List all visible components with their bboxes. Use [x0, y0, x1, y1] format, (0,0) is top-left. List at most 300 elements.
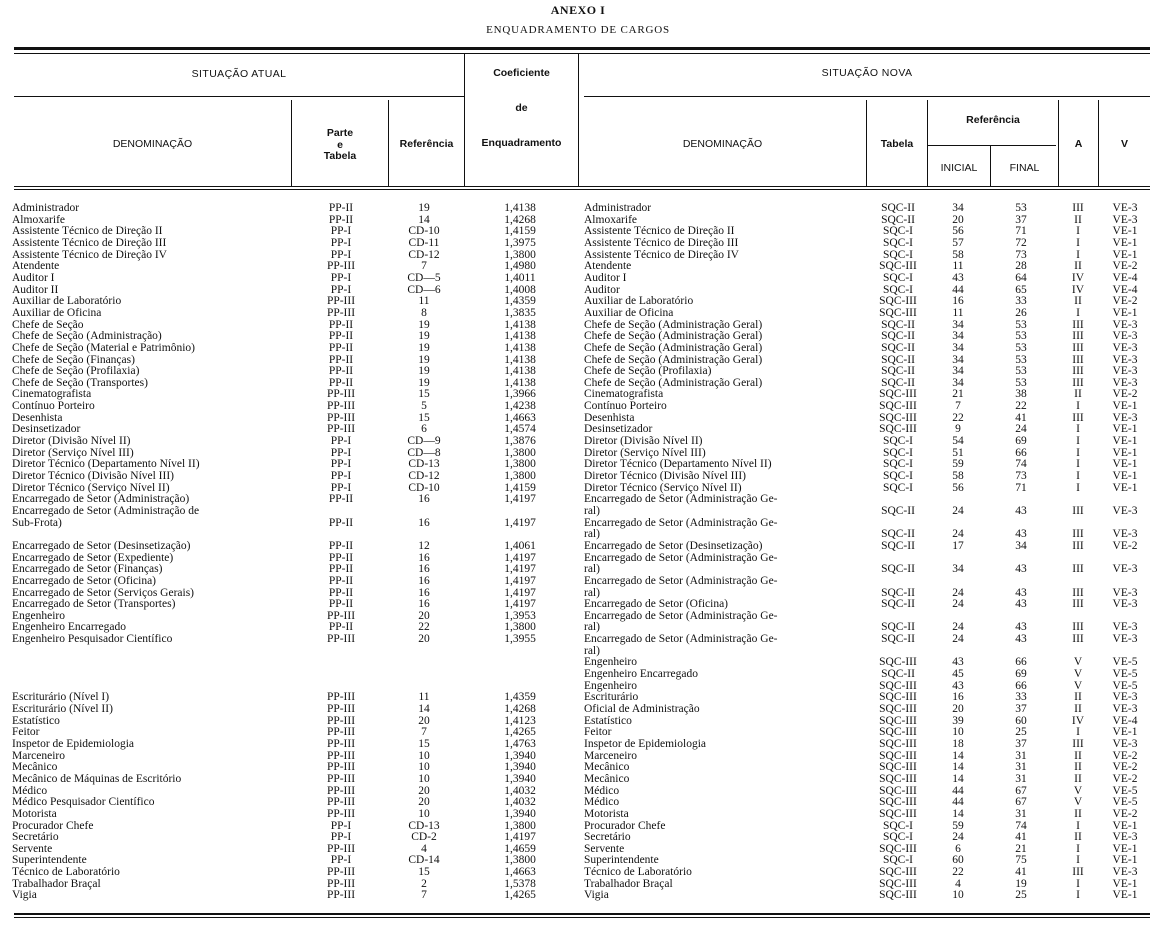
- cargo-atual-cell: Marceneiro: [12, 749, 65, 762]
- referencia-final-cell: 38: [1015, 388, 1027, 401]
- table-row: [0, 355, 1156, 367]
- coluna-v-cell: VE-2: [1112, 772, 1138, 785]
- referencia-final-cell: 53: [1015, 330, 1027, 343]
- coluna-v-cell: VE-5: [1112, 679, 1138, 692]
- tabela-nova-cell: SQC-III: [879, 726, 917, 739]
- table-row: [0, 215, 1156, 227]
- cargo-atual-cell: Técnico de Laboratório: [12, 866, 120, 879]
- parte-tabela-cell: PP-I: [330, 248, 352, 261]
- coluna-v-cell: VE-3: [1112, 365, 1138, 378]
- referencia-inicial-cell: 43: [952, 656, 964, 669]
- cargo-atual-cell: Mecânico: [12, 761, 58, 774]
- coluna-v-cell: VE-1: [1112, 889, 1138, 902]
- referencia-final-cell: 67: [1015, 784, 1027, 797]
- coeficiente-cell: 1,4574: [504, 423, 536, 436]
- parte-tabela-cell: PP-III: [326, 400, 356, 413]
- table-row: [0, 727, 1156, 739]
- coeficiente-cell: 1,3800: [504, 819, 536, 832]
- tabela-nova-cell: SQC-II: [881, 621, 915, 634]
- tabela-nova-cell: SQC-II: [881, 528, 915, 541]
- parte-tabela-cell: PP-I: [330, 819, 352, 832]
- coluna-a-cell: V: [1073, 668, 1083, 680]
- parte-tabela-cell: PP-I: [330, 225, 352, 238]
- referencia-final-cell: 25: [1015, 726, 1027, 739]
- referencia-atual-cell: 20: [418, 714, 430, 727]
- coluna-a-cell: I: [1076, 854, 1080, 867]
- cargo-novo-cell: Encarregado de Setor (Oficina): [584, 598, 728, 611]
- coeficiente-cell: 1,4197: [504, 598, 536, 611]
- coluna-v-cell: VE-2: [1112, 260, 1138, 273]
- referencia-atual-cell: 19: [418, 365, 430, 378]
- referencia-inicial-cell: 34: [952, 353, 964, 366]
- cargo-novo-cell: Cinematografista: [584, 388, 664, 401]
- coluna-a-cell: II: [1074, 260, 1082, 273]
- referencia-atual-cell: 11: [418, 295, 430, 308]
- referencia-inicial-cell: 43: [952, 271, 964, 284]
- coluna-v-cell: VE-1: [1112, 248, 1138, 261]
- cargo-novo-cell: Trabalhador Braçal: [584, 877, 673, 890]
- tabela-nova-cell: SQC-III: [879, 889, 917, 902]
- referencia-final-cell: 34: [1015, 539, 1027, 552]
- coluna-v-cell: VE-1: [1112, 854, 1138, 867]
- coluna-a-cell: III: [1072, 539, 1084, 552]
- referencia-atual-cell: 15: [418, 866, 430, 879]
- coeficiente-cell: 1,4197: [504, 563, 536, 576]
- referencia-atual-cell: 7: [421, 889, 427, 902]
- page-title: ANEXO I: [550, 3, 606, 17]
- cargo-novo-cell: Secretário: [584, 831, 631, 844]
- cargo-novo-cell: Vigia: [584, 889, 609, 902]
- referencia-inicial-cell: 59: [952, 458, 964, 471]
- cargo-atual-cell: Diretor Técnico (Serviço Nível II): [12, 481, 170, 494]
- cargo-novo-cell: Médico: [584, 784, 620, 797]
- coluna-a-cell: I: [1076, 423, 1080, 436]
- referencia-inicial-cell: 24: [952, 621, 964, 634]
- referencia-atual-cell: 10: [418, 807, 430, 820]
- referencia-atual-cell: 7: [421, 260, 427, 273]
- referencia-final-cell: 73: [1015, 248, 1027, 261]
- referencia-final-cell: 53: [1015, 353, 1027, 366]
- referencia-inicial-cell: 56: [952, 225, 964, 238]
- tabela-nova-cell: SQC-II: [881, 563, 915, 576]
- final-header: FINAL: [1009, 162, 1040, 174]
- coeficiente-cell: 1,3940: [504, 761, 536, 774]
- referencia-final-cell: 43: [1015, 563, 1027, 576]
- referencia-final-cell: 53: [1015, 376, 1027, 389]
- cargo-novo-cell: Chefe de Seção (Profilaxia): [584, 365, 712, 378]
- cargo-atual-cell: Cinematografista: [12, 388, 92, 401]
- cargo-atual-cell: Assistente Técnico de Direção III: [12, 236, 167, 249]
- tabela-nova-cell: SQC-I: [882, 831, 914, 844]
- cargo-atual-cell: Mecânico de Máquinas de Escritório: [12, 772, 182, 785]
- referencia-inicial-cell: 58: [952, 469, 964, 482]
- coluna-v-cell: VE-1: [1112, 400, 1138, 413]
- cargo-novo-cell: Feitor: [584, 726, 612, 739]
- cargo-novo-cell: Encarregado de Setor (Administração Ge-: [584, 516, 778, 529]
- coeficiente-cell: 1,4197: [504, 516, 536, 529]
- parte-tabela-cell: PP-I: [330, 435, 352, 447]
- referencia-final-cell: 31: [1015, 749, 1027, 762]
- coluna-v-cell: VE-1: [1112, 435, 1138, 447]
- coeficiente-cell: 1,4159: [504, 481, 536, 494]
- table-row: [0, 226, 1156, 238]
- coeficiente-cell: 1,3940: [504, 807, 536, 820]
- referencia-final-cell: 69: [1015, 435, 1027, 447]
- parte-tabela-cell: PP-II: [328, 353, 354, 366]
- referencia-inicial-cell: 9: [955, 423, 961, 436]
- tabela-nova-cell: SQC-II: [881, 330, 915, 343]
- coluna-v-cell: VE-1: [1112, 481, 1138, 494]
- tabela-nova-cell: SQC-III: [879, 679, 917, 692]
- coluna-a-cell: I: [1076, 236, 1080, 249]
- referencia-inicial-cell: 45: [952, 668, 964, 680]
- tabela-nova-cell: SQC-II: [881, 213, 915, 226]
- referencia-inicial-cell: 10: [952, 726, 964, 739]
- tabela-nova-cell: SQC-I: [882, 854, 914, 867]
- parte-tabela-cell: PP-II: [328, 376, 354, 389]
- coluna-v-cell: VE-3: [1112, 866, 1138, 879]
- coluna-a-cell: I: [1076, 481, 1080, 494]
- referencia-inicial-cell: 43: [952, 679, 964, 692]
- coluna-a-cell: III: [1072, 353, 1084, 366]
- referencia-atual-cell: 10: [418, 772, 430, 785]
- coeficiente-cell: 1,4011: [504, 271, 536, 284]
- coluna-a-cell: I: [1076, 469, 1080, 482]
- coluna-a-cell: IV: [1071, 714, 1085, 727]
- parte-tabela-cell: PP-III: [326, 737, 356, 750]
- coeficiente-cell: 1,3800: [504, 458, 536, 471]
- cargo-novo-cell: Engenheiro: [584, 656, 638, 669]
- parte-tabela-cell: PP-III: [326, 796, 356, 809]
- coluna-v-cell: VE-3: [1112, 202, 1138, 214]
- referencia-inicial-cell: 44: [952, 784, 964, 797]
- parte-tabela-cell: PP-III: [326, 703, 356, 715]
- coluna-a-cell: I: [1076, 400, 1080, 413]
- referencia-atual-cell: 19: [418, 330, 430, 343]
- referencia-atual-cell: 11: [418, 691, 430, 704]
- top-rule-thin: [14, 53, 1150, 54]
- coluna-a-cell: II: [1074, 703, 1082, 715]
- parte-tabela-cell: PP-I: [330, 271, 352, 284]
- tabela-nova-cell: SQC-I: [882, 248, 914, 261]
- table-row: [0, 378, 1156, 390]
- parte-tabela-cell: PP-I: [330, 831, 352, 844]
- cargo-novo-cell: Diretor Técnico (Divisão Nível III): [584, 469, 747, 482]
- cargo-novo-cell: Diretor (Divisão Nível II): [584, 435, 703, 447]
- referencia-atual-cell: CD—6: [407, 283, 441, 296]
- referencia-final-cell: 71: [1015, 225, 1027, 238]
- referencia-final-cell: 53: [1015, 202, 1027, 214]
- referencia-inicial-cell: 14: [952, 749, 964, 762]
- table-row: [0, 541, 1156, 553]
- referencia-atual-cell: 4: [421, 842, 427, 855]
- cargo-atual-cell: Administrador: [12, 202, 80, 214]
- parte-tabela-cell: PP-III: [326, 423, 356, 436]
- coluna-a-cell: III: [1072, 563, 1084, 576]
- cargo-novo-cell: Estatístico: [584, 714, 632, 727]
- coluna-v-cell: VE-3: [1112, 621, 1138, 634]
- parte-tabela-cell: PP-III: [326, 784, 356, 797]
- coeficiente-cell: 1,3800: [504, 248, 536, 261]
- parte-tabela-cell: PP-III: [326, 726, 356, 739]
- coluna-a-cell: III: [1072, 866, 1084, 879]
- header-bottom-rule: [14, 186, 1150, 187]
- coeficiente-cell: 1,4265: [504, 726, 536, 739]
- coluna-v-cell: VE-1: [1112, 446, 1138, 459]
- cargo-novo-cell: ral): [584, 644, 600, 657]
- table-row: [0, 250, 1156, 262]
- parte-tabela-cell: PP-II: [328, 202, 354, 214]
- coeficiente-cell: 1,4663: [504, 411, 536, 424]
- cargo-atual-cell: Estatístico: [12, 714, 60, 727]
- tabela-nova-cell: SQC-III: [879, 761, 917, 774]
- parte-tabela-cell: PP-III: [326, 388, 356, 401]
- table-row: [0, 809, 1156, 821]
- cargo-atual-cell: Engenheiro Pesquisador Científico: [12, 633, 173, 645]
- coeficiente-cell: 1,4032: [504, 784, 536, 797]
- cargo-novo-cell: Servente: [584, 842, 625, 855]
- coeficiente-cell: 1,4238: [504, 400, 536, 413]
- table-row: [0, 296, 1156, 308]
- table-row: [0, 797, 1156, 809]
- referencia-final-cell: 43: [1015, 504, 1027, 517]
- cargo-novo-cell: Chefe de Seção (Administração Geral): [584, 353, 763, 366]
- table-row: [0, 506, 1156, 518]
- referencia-inicial-cell: 59: [952, 819, 964, 832]
- referencia-atual-cell: 19: [418, 376, 430, 389]
- coluna-v-cell: VE-3: [1112, 353, 1138, 366]
- tabela-nova-cell: SQC-III: [879, 306, 917, 319]
- referencia-inicial-cell: 34: [952, 563, 964, 576]
- parte-tabela-cell: PP-I: [330, 469, 352, 482]
- tabela-nova-cell: SQC-II: [881, 668, 915, 680]
- coluna-v-cell: VE-3: [1112, 411, 1138, 424]
- cargo-atual-cell: Chefe de Seção (Administração): [12, 330, 162, 343]
- tabela-nova-cell: SQC-III: [879, 656, 917, 669]
- cargo-atual-cell: Chefe de Seção (Profilaxia): [12, 365, 140, 378]
- coeficiente-cell: 1,4763: [504, 737, 536, 750]
- referencia-atual-cell: 12: [418, 539, 430, 552]
- referencia-final-cell: 73: [1015, 469, 1027, 482]
- cargo-atual-cell: Auxiliar de Laboratório: [12, 295, 122, 308]
- referencia-final-cell: 24: [1015, 423, 1027, 436]
- coluna-a-cell: IV: [1071, 283, 1085, 296]
- tabela-nova-cell: SQC-II: [881, 353, 915, 366]
- referencia-final-cell: 43: [1015, 528, 1027, 541]
- coluna-a-cell: III: [1072, 528, 1084, 541]
- coluna-a-cell: II: [1074, 691, 1082, 704]
- coeficiente-cell: 1,4197: [504, 493, 536, 506]
- referencia-final-cell: 41: [1015, 866, 1027, 879]
- cargo-atual-cell: Escriturário (Nível II): [12, 703, 113, 715]
- tabela-nova-cell: SQC-III: [879, 260, 917, 273]
- cargo-atual-cell: Secretário: [12, 831, 59, 844]
- cargo-novo-cell: ral): [584, 504, 600, 517]
- cargo-atual-cell: Engenheiro Encarregado: [12, 621, 126, 634]
- coluna-a-cell: I: [1076, 726, 1080, 739]
- referencia-inicial-cell: 34: [952, 318, 964, 331]
- referencia-atual-cell: 8: [421, 306, 427, 319]
- tabela-nova-cell: SQC-II: [881, 365, 915, 378]
- referencia-inicial-cell: 34: [952, 341, 964, 354]
- coeficiente-cell: 1,4032: [504, 796, 536, 809]
- cargo-atual-cell: Auxiliar de Oficina: [12, 306, 102, 319]
- referencia-inicial-cell: 24: [952, 831, 964, 844]
- cargo-novo-cell: Mecânico: [584, 761, 630, 774]
- parte-tabela-cell: PP-III: [326, 295, 356, 308]
- referencia-final-cell: 22: [1015, 400, 1027, 413]
- referencia-final-cell: 43: [1015, 621, 1027, 634]
- coluna-v-cell: VE-3: [1112, 703, 1138, 715]
- coeficiente-cell: 1,3800: [504, 621, 536, 634]
- tabela-nova-cell: SQC-III: [879, 737, 917, 750]
- cargo-atual-cell: Encarregado de Setor (Transportes): [12, 598, 176, 611]
- coluna-a-cell: V: [1073, 796, 1083, 809]
- table-row: [0, 424, 1156, 436]
- referencia-inicial-cell: 24: [952, 504, 964, 517]
- tabela-nova-cell: SQC-I: [882, 458, 914, 471]
- referencia-final-cell: 31: [1015, 807, 1027, 820]
- cargo-novo-cell: Encarregado de Setor (Administração Ge-: [584, 551, 778, 564]
- table-row: [0, 867, 1156, 879]
- tabela-nova-cell: SQC-I: [882, 225, 914, 238]
- parte-tabela-cell: PP-II: [328, 621, 354, 634]
- referencia-final-cell: 25: [1015, 889, 1027, 902]
- cargo-novo-cell: Almoxarife: [584, 213, 638, 226]
- cargo-novo-cell: ral): [584, 621, 600, 634]
- coeficiente-cell: 1,3800: [504, 469, 536, 482]
- referencia-inicial-cell: 44: [952, 283, 964, 296]
- referencia-atual-cell: CD-12: [408, 469, 440, 482]
- referencia-inicial-cell: 17: [952, 539, 964, 552]
- coef-header-line3: Enquadramento: [481, 137, 562, 149]
- coeficiente-cell: 1,4197: [504, 551, 536, 564]
- coeficiente-cell: 1,4138: [504, 318, 536, 331]
- referencia-final-cell: 41: [1015, 411, 1027, 424]
- parte-tabela-cell: PP-II: [328, 551, 354, 564]
- referencia-atual-cell: 19: [418, 318, 430, 331]
- parte-tabela-cell: PP-II: [328, 539, 354, 552]
- table-row: [0, 751, 1156, 763]
- referencia-inicial-cell: 34: [952, 330, 964, 343]
- referencia-final-cell: 43: [1015, 586, 1027, 599]
- cargo-novo-cell: Assistente Técnico de Direção IV: [584, 248, 739, 261]
- tabela-nova-cell: SQC-III: [879, 703, 917, 715]
- parte-tabela-cell: PP-II: [328, 318, 354, 331]
- coluna-v-cell: VE-3: [1112, 563, 1138, 576]
- referencia-inicial-cell: 20: [952, 213, 964, 226]
- parte-tabela-cell: PP-III: [326, 691, 356, 704]
- cargo-novo-cell: Técnico de Laboratório: [584, 866, 692, 879]
- tabela-nova-cell: SQC-I: [882, 236, 914, 249]
- referencia-final-cell: 64: [1015, 271, 1027, 284]
- referencia-final-cell: 66: [1015, 679, 1027, 692]
- parte-tabela-cell: PP-II: [328, 574, 354, 587]
- coluna-a-cell: II: [1074, 831, 1082, 844]
- cargo-novo-cell: Diretor Técnico (Serviço Nível II): [584, 481, 742, 494]
- referencia-inicial-cell: 21: [952, 388, 964, 401]
- situacao-atual-header: SITUAÇÃO ATUAL: [191, 68, 287, 80]
- coeficiente-cell: 1,4008: [504, 283, 536, 296]
- cargo-atual-cell: Encarregado de Setor (Oficina): [12, 574, 156, 587]
- referencia-inicial-cell: 20: [952, 703, 964, 715]
- referencia-final-cell: 71: [1015, 481, 1027, 494]
- cargo-novo-cell: Encarregado de Setor (Administração Ge-: [584, 493, 778, 506]
- referencia-atual-cell: 20: [418, 784, 430, 797]
- page-subtitle: ENQUADRAMENTO DE CARGOS: [486, 24, 670, 36]
- referencia-atual-cell: 6: [421, 423, 427, 436]
- referencia-final-cell: 28: [1015, 260, 1027, 273]
- parte-tabela-cell: PP-II: [328, 330, 354, 343]
- referencia-final-cell: 66: [1015, 446, 1027, 459]
- parte-header-line2: e: [337, 139, 343, 151]
- parte-tabela-cell: PP-III: [326, 633, 356, 645]
- tabela-nova-cell: SQC-III: [879, 295, 917, 308]
- cargo-atual-cell: Encarregado de Setor (Expediente): [12, 551, 174, 564]
- cargo-atual-cell: Chefe de Seção (Material e Patrimônio): [12, 341, 195, 354]
- cargo-novo-cell: Auxiliar de Oficina: [584, 306, 674, 319]
- parte-tabela-cell: PP-II: [328, 516, 354, 529]
- tabela-nova-cell: SQC-III: [879, 842, 917, 855]
- referencia-inicial-cell: 10: [952, 889, 964, 902]
- coluna-a-cell: I: [1076, 819, 1080, 832]
- referencia-inicial-cell: 11: [952, 306, 964, 319]
- referencia-final-cell: 31: [1015, 772, 1027, 785]
- tabela-nova-cell: SQC-II: [881, 539, 915, 552]
- footer-rule: [14, 913, 1150, 915]
- table-row: [0, 413, 1156, 425]
- referencia-atual-cell: 5: [421, 400, 427, 413]
- cargo-novo-cell: Auditor: [584, 283, 620, 296]
- cargo-atual-cell: Auditor II: [12, 283, 59, 296]
- tabela-nova-cell: SQC-III: [879, 784, 917, 797]
- cargo-novo-cell: Encarregado de Setor (Administração Ge-: [584, 574, 778, 587]
- coluna-v-cell: VE-1: [1112, 469, 1138, 482]
- cargo-novo-cell: Auditor I: [584, 271, 627, 284]
- coeficiente-cell: 1,4159: [504, 225, 536, 238]
- coluna-a-cell: I: [1076, 877, 1080, 890]
- denominacao-header-nova: DENOMINAÇÃO: [682, 138, 763, 150]
- cargo-atual-cell: Encarregado de Setor (Finanças): [12, 563, 163, 576]
- coluna-a-cell: III: [1072, 504, 1084, 517]
- coluna-a-cell: V: [1073, 679, 1083, 692]
- table-row: [0, 273, 1156, 285]
- referencia-inicial-cell: 14: [952, 807, 964, 820]
- referencia-header-atual: Referência: [399, 138, 454, 150]
- referencia-final-cell: 33: [1015, 691, 1027, 704]
- coluna-a-cell: III: [1072, 633, 1084, 645]
- coluna-v-cell: VE-1: [1112, 819, 1138, 832]
- parte-tabela-cell: PP-III: [326, 866, 356, 879]
- referencia-atual-cell: CD—8: [407, 446, 441, 459]
- table-row: [0, 669, 1156, 681]
- referencia-final-cell: 37: [1015, 213, 1027, 226]
- coluna-v-cell: VE-1: [1112, 726, 1138, 739]
- table-row: [0, 611, 1156, 623]
- referencia-final-cell: 37: [1015, 737, 1027, 750]
- cargo-atual-cell: Médico Pesquisador Científico: [12, 796, 155, 809]
- coluna-a-cell: II: [1074, 388, 1082, 401]
- cargo-atual-cell: Desenhista: [12, 411, 63, 424]
- referencia-final-cell: 53: [1015, 365, 1027, 378]
- referencia-inicial-cell: 16: [952, 691, 964, 704]
- cargo-atual-cell: Encarregado de Setor (Serviços Gerais): [12, 586, 195, 599]
- coeficiente-cell: 1,3966: [504, 388, 536, 401]
- table-row: [0, 716, 1156, 728]
- coluna-v-cell: VE-3: [1112, 831, 1138, 844]
- coluna-v-cell: VE-3: [1112, 341, 1138, 354]
- cargo-atual-cell: Almoxarife: [12, 213, 66, 226]
